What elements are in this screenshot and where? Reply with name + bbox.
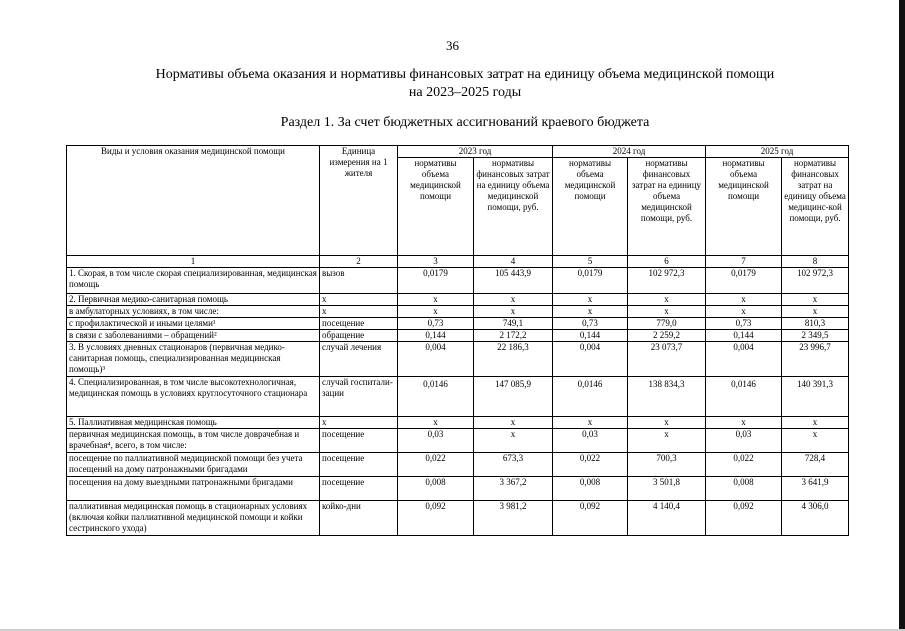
row-volume-2023: х [398, 306, 474, 318]
row-cost-2025: 3 641,9 [782, 477, 849, 501]
row-name: паллиативная медицинская помощь в стационарных условиях (включая койки паллиативной медицинской помощи и койки сестринского ухода) [67, 501, 320, 536]
document-title [60, 66, 870, 102]
row-volume-2023: х [398, 417, 474, 429]
row-volume-2023: 0,008 [398, 477, 474, 501]
row-name: с профилактической и иными целями¹ [67, 318, 320, 330]
row-volume-2025: 0,03 [706, 429, 782, 453]
row-cost-2024: 4 140,4 [628, 501, 706, 536]
row-volume-2025: 0,144 [706, 330, 782, 342]
row-volume-2024: 0,022 [553, 453, 628, 477]
header-year-2024: 2024 год [553, 146, 706, 158]
table-row [67, 294, 849, 306]
header-volume-2024: нормативы объема медицинской помощи [553, 158, 628, 256]
column-number: 3 [398, 256, 474, 268]
row-cost-2024: х [628, 294, 706, 306]
row-volume-2023: 0,004 [398, 342, 474, 377]
row-cost-2025: х [782, 429, 849, 453]
row-cost-2024: 102 972,3 [628, 268, 706, 294]
row-unit: случай лечения [320, 342, 398, 377]
row-cost-2024: 138 834,3 [628, 377, 706, 417]
row-cost-2024: 2 259,2 [628, 330, 706, 342]
row-unit: х [320, 294, 398, 306]
row-unit: х [320, 306, 398, 318]
table-body [67, 268, 849, 536]
row-unit: х [320, 417, 398, 429]
row-volume-2025: 0,73 [706, 318, 782, 330]
row-cost-2025: 140 391,3 [782, 377, 849, 417]
row-cost-2024: х [628, 429, 706, 453]
row-volume-2025: 0,092 [706, 501, 782, 536]
row-volume-2024: х [553, 306, 628, 318]
row-cost-2025: 23 996,7 [782, 342, 849, 377]
column-number: 5 [553, 256, 628, 268]
row-cost-2023: х [474, 306, 553, 318]
row-cost-2025: х [782, 306, 849, 318]
table-row [67, 453, 849, 477]
row-volume-2023: 0,022 [398, 453, 474, 477]
header-cost-2024: нормативы финансовых затрат на единицу объема медицинской помощи, руб. [628, 158, 706, 256]
document-title-line2: на 2023–2025 годы [408, 85, 522, 100]
row-volume-2023: 0,0146 [398, 377, 474, 417]
row-cost-2024: 3 501,8 [628, 477, 706, 501]
table-row [67, 377, 849, 417]
row-cost-2025: 728,4 [782, 453, 849, 477]
row-volume-2025: х [706, 294, 782, 306]
row-cost-2024: х [628, 306, 706, 318]
row-name: первичная медицинская помощь, в том числе доврачебная и врачебная⁴, всего, в том числе: [67, 429, 320, 453]
section-title: Раздел 1. За счет бюджетных ассигнований краевого бюджета [280, 115, 650, 130]
row-volume-2023: 0,092 [398, 501, 474, 536]
page-number: 36 [446, 38, 459, 53]
document-title-line1: Нормативы объема оказания и нормативы финансовых затрат на единицу объема медицинской помощи [155, 67, 775, 82]
row-volume-2023: 0,73 [398, 318, 474, 330]
row-cost-2024: 23 073,7 [628, 342, 706, 377]
row-volume-2023: 0,0179 [398, 268, 474, 294]
row-cost-2024: 700,3 [628, 453, 706, 477]
row-name: 4. Специализированная, в том числе высокотехнологичная, медицинская помощь в условиях круглосуточного стационара [67, 377, 320, 417]
column-number: 6 [628, 256, 706, 268]
row-cost-2025: 4 306,0 [782, 501, 849, 536]
row-cost-2023: 673,3 [474, 453, 553, 477]
row-volume-2024: 0,0179 [553, 268, 628, 294]
header-row-years [67, 146, 849, 158]
row-cost-2024: х [628, 417, 706, 429]
column-number: 4 [474, 256, 553, 268]
norms-table [66, 145, 849, 536]
row-unit: посещение [320, 429, 398, 453]
row-volume-2025: 0,008 [706, 477, 782, 501]
column-number: 7 [706, 256, 782, 268]
row-volume-2024: 0,73 [553, 318, 628, 330]
column-number: 1 [67, 256, 320, 268]
table-row [67, 417, 849, 429]
row-volume-2024: 0,0146 [553, 377, 628, 417]
row-name: 2. Первичная медико-санитарная помощь [67, 294, 320, 306]
row-volume-2024: х [553, 417, 628, 429]
row-name: 5. Паллиативная медицинская помощь [67, 417, 320, 429]
table-row [67, 306, 849, 318]
row-cost-2023: х [474, 294, 553, 306]
row-name: посещение по паллиативной медицинской помощи без учета посещений на дому патронажными бригадами [67, 453, 320, 477]
row-volume-2025: 0,0146 [706, 377, 782, 417]
header-cost-2023: нормативы финансовых затрат на единицу объема медицинской помощи, руб. [474, 158, 553, 256]
row-volume-2025: х [706, 306, 782, 318]
row-unit: посещение [320, 318, 398, 330]
row-cost-2023: 749,1 [474, 318, 553, 330]
header-cost-2025: нормативы финансовых затрат на единицу объема медицинс-кой помощи, руб. [782, 158, 849, 256]
row-cost-2023: х [474, 417, 553, 429]
row-volume-2023: х [398, 294, 474, 306]
row-unit: посещение [320, 453, 398, 477]
row-name: 3. В условиях дневных стационаров (первичная медико-санитарная помощь, специализированная медицинская помощь)³ [67, 342, 320, 377]
row-unit: вызов [320, 268, 398, 294]
column-number-row [67, 256, 849, 268]
row-cost-2023: 105 443,9 [474, 268, 553, 294]
row-name: в связи с заболеваниями – обращений² [67, 330, 320, 342]
table-row [67, 342, 849, 377]
header-volume-2025: нормативы объема медицинской помощи [706, 158, 782, 256]
row-unit: случай госпитали-зации [320, 377, 398, 417]
row-volume-2025: 0,004 [706, 342, 782, 377]
row-cost-2023: х [474, 429, 553, 453]
row-name: 1. Скорая, в том числе скорая специализированная, медицинская помощь [67, 268, 320, 294]
header-year-2025: 2025 год [706, 146, 849, 158]
header-year-2023: 2023 год [398, 146, 553, 158]
table-row [67, 318, 849, 330]
row-volume-2025: 0,022 [706, 453, 782, 477]
row-volume-2024: 0,092 [553, 501, 628, 536]
row-volume-2024: 0,144 [553, 330, 628, 342]
header-type: Виды и условия оказания медицинской помощи [67, 146, 320, 256]
row-cost-2023: 22 186,3 [474, 342, 553, 377]
row-unit: койко-дни [320, 501, 398, 536]
page-edge-right [899, 0, 905, 631]
table-row [67, 477, 849, 501]
row-cost-2023: 2 172,2 [474, 330, 553, 342]
column-number: 2 [320, 256, 398, 268]
row-cost-2025: 102 972,3 [782, 268, 849, 294]
row-volume-2024: 0,004 [553, 342, 628, 377]
row-name: посещения на дому выездными патронажными бригадами [67, 477, 320, 501]
row-volume-2024: х [553, 294, 628, 306]
row-volume-2024: 0,008 [553, 477, 628, 501]
row-cost-2023: 3 367,2 [474, 477, 553, 501]
row-volume-2024: 0,03 [553, 429, 628, 453]
row-volume-2025: 0,0179 [706, 268, 782, 294]
table-row [67, 268, 849, 294]
row-cost-2025: х [782, 417, 849, 429]
row-volume-2023: 0,144 [398, 330, 474, 342]
row-unit: обращение [320, 330, 398, 342]
header-volume-2023: нормативы объема медицинской помощи [398, 158, 474, 256]
row-cost-2025: х [782, 294, 849, 306]
row-name: в амбулаторных условиях, в том числе: [67, 306, 320, 318]
row-cost-2023: 3 981,2 [474, 501, 553, 536]
row-cost-2024: 779,0 [628, 318, 706, 330]
table-row [67, 501, 849, 536]
row-cost-2023: 147 085,9 [474, 377, 553, 417]
table-row [67, 330, 849, 342]
row-cost-2025: 810,3 [782, 318, 849, 330]
row-volume-2023: 0,03 [398, 429, 474, 453]
row-volume-2025: х [706, 417, 782, 429]
row-cost-2025: 2 349,5 [782, 330, 849, 342]
column-number: 8 [782, 256, 849, 268]
table-row [67, 429, 849, 453]
row-unit: посещение [320, 477, 398, 501]
header-unit: Единица измерения на 1 жителя [320, 146, 398, 256]
